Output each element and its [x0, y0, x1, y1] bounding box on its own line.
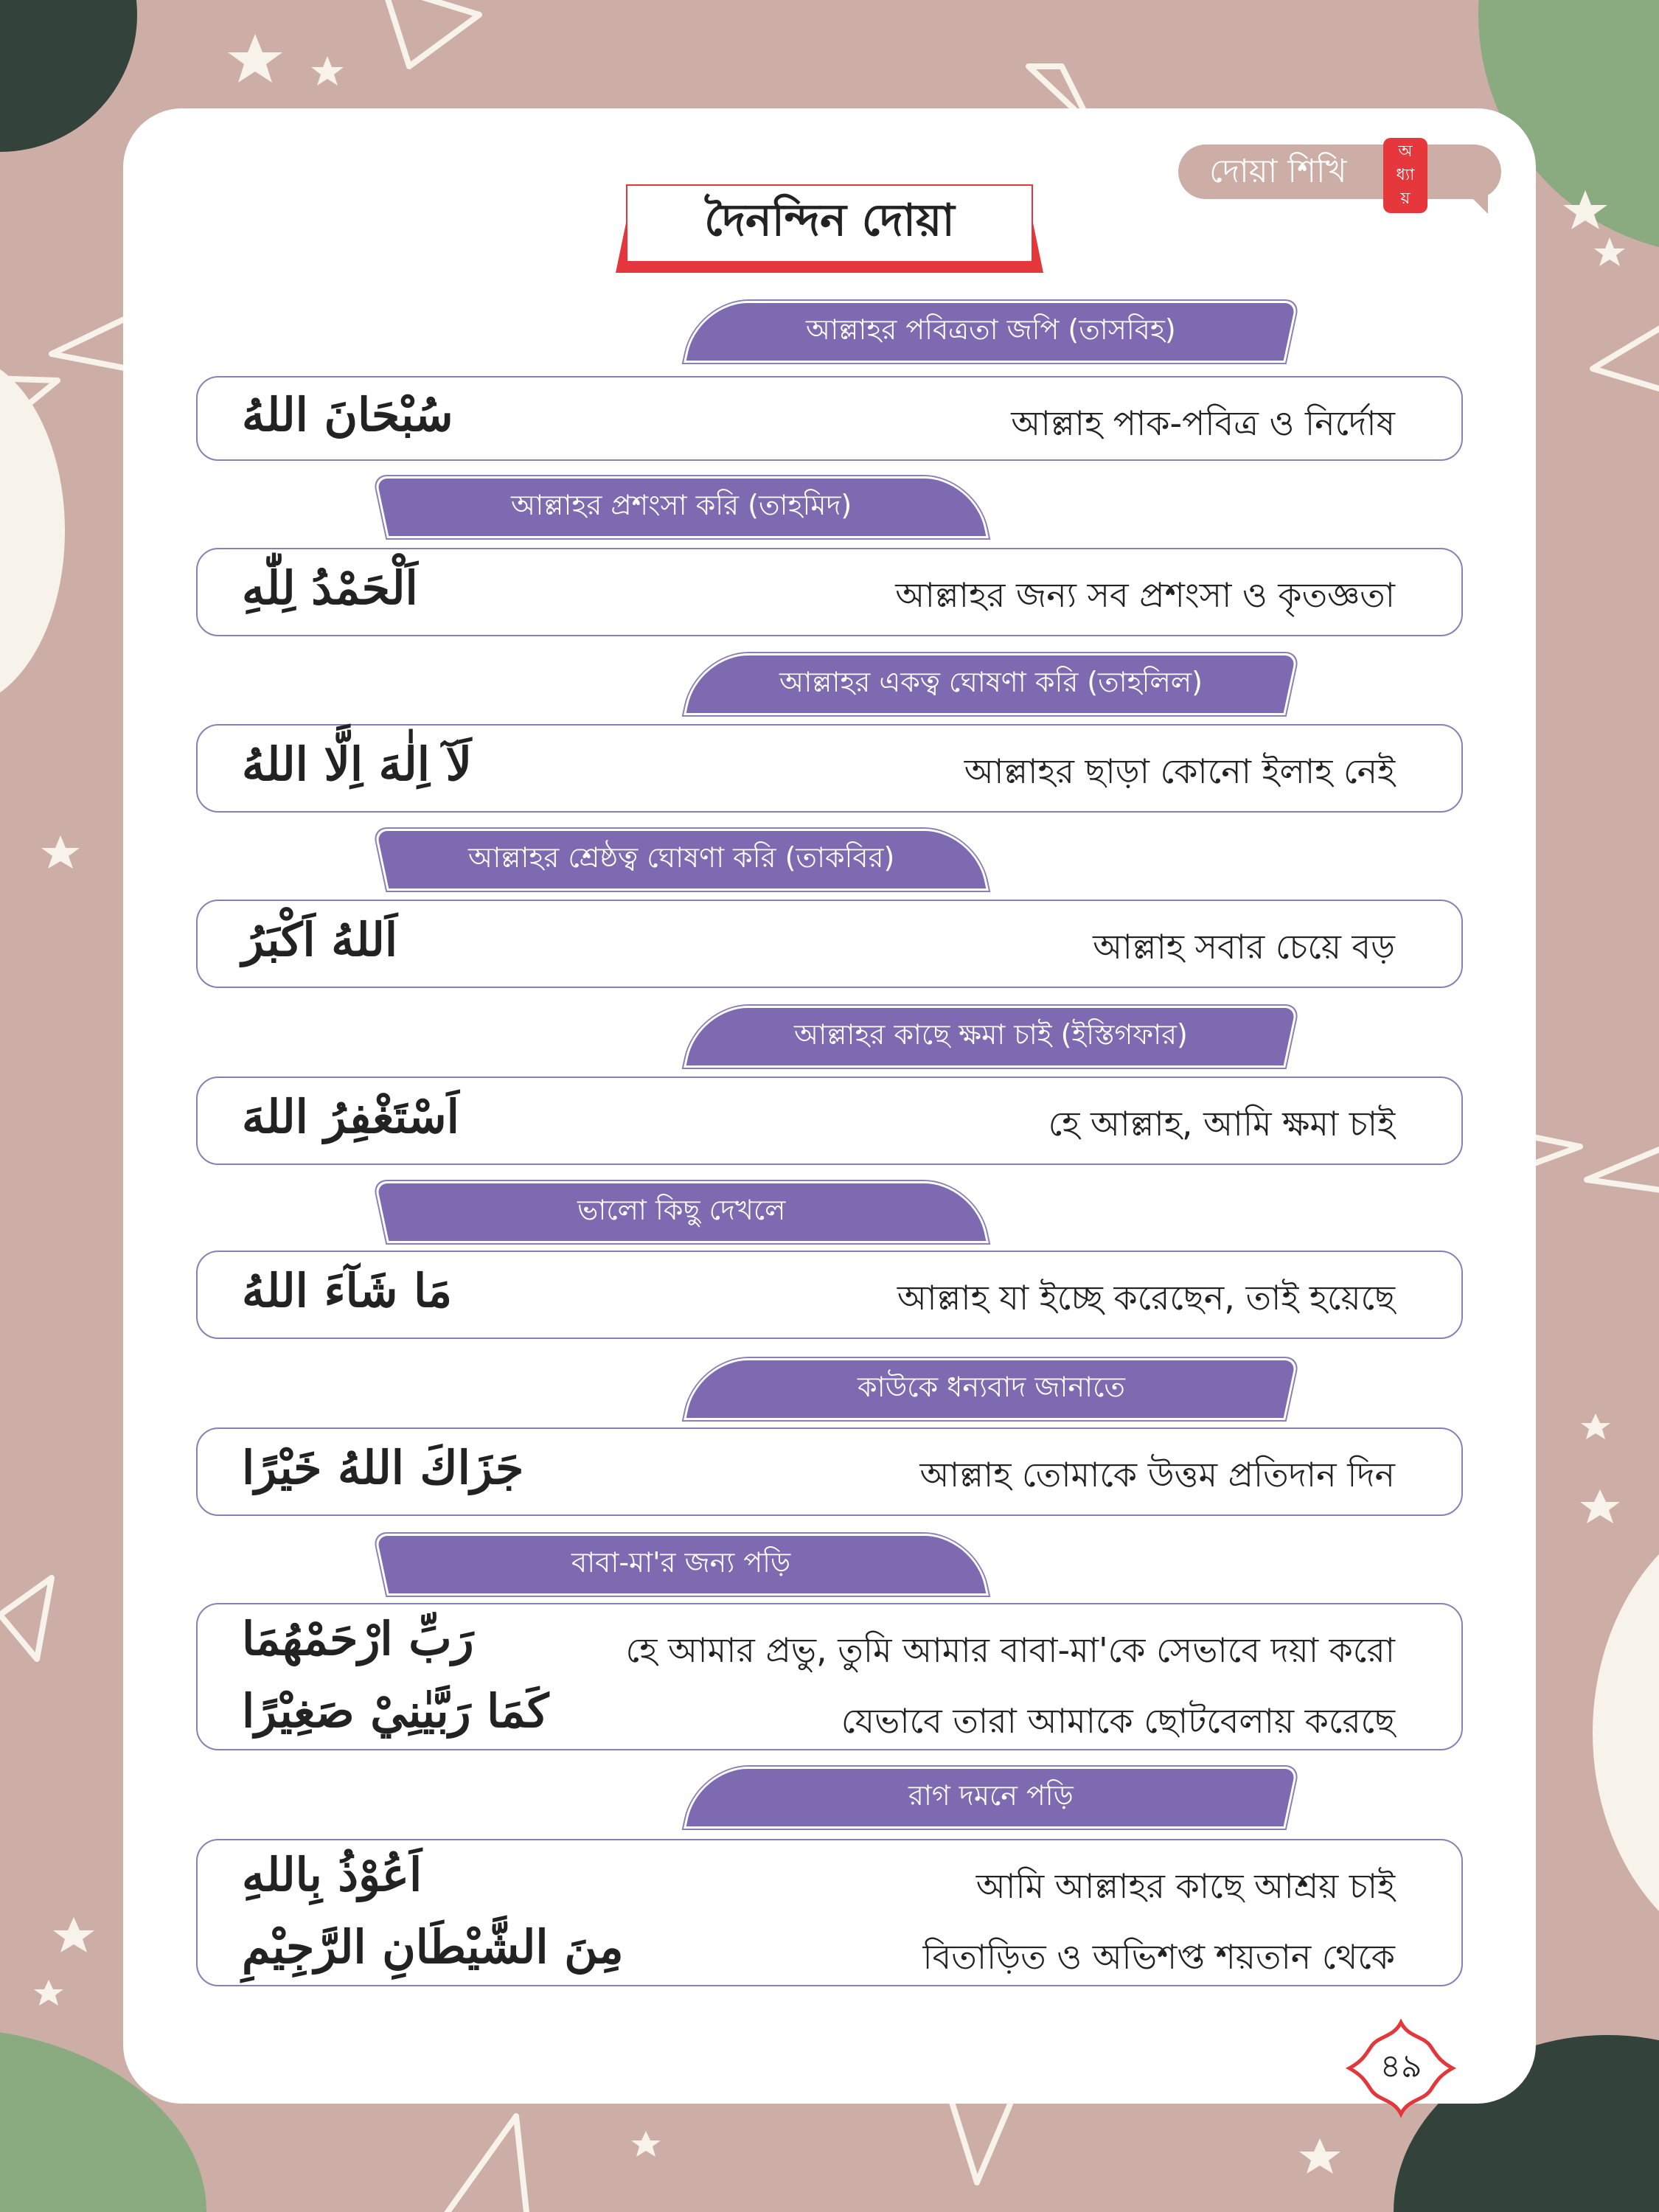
meaning-text: আল্লাহর ছাড়া কোনো ইলাহ নেই	[964, 751, 1395, 791]
arabic-text: اَسْتَغْفِرُ اللهَ	[242, 1090, 459, 1144]
arabic-text: مَا شَآءَ اللهُ	[242, 1264, 453, 1318]
section-heading-text: ভালো কিছু দেখলে	[577, 1194, 786, 1226]
section-heading	[684, 301, 1298, 363]
star-icon	[228, 34, 282, 83]
dua-section	[196, 998, 1463, 1164]
section-heading	[374, 476, 989, 538]
section-heading	[684, 653, 1298, 715]
dua-section	[196, 469, 1463, 635]
star-icon	[53, 1917, 94, 1952]
chapter-label: দোয়া শিখি	[1209, 153, 1347, 190]
section-heading-text: আল্লাহর শ্রেষ্ঠত্ব ঘোষণা করি (তাকবির)	[467, 841, 895, 874]
dua-section	[196, 1174, 1463, 1340]
star-icon	[311, 56, 344, 86]
section-heading-text: রাগ দমনে পড়ি	[908, 1779, 1074, 1812]
meaning-text: যেভাবে তারা আমাকে ছোটবেলায় করেছে	[841, 1701, 1395, 1741]
section-heading	[374, 1181, 989, 1243]
arabic-text: جَزَاكَ اللهُ خَيْرًا	[242, 1441, 524, 1495]
chapter-tag-tail	[1458, 184, 1488, 214]
meaning-text: আল্লাহ পাক-পবিত্র ও নির্দোষ	[1011, 403, 1395, 443]
star-icon	[41, 835, 80, 869]
page-number: ৪৯	[1380, 2047, 1422, 2085]
dua-card	[196, 548, 1463, 636]
meaning-text: বিতাড়িত ও অভিশপ্ত শয়তান থেকে	[922, 1937, 1395, 1977]
section-heading	[374, 829, 989, 891]
page-title: দৈনন্দিন দোয়া	[626, 184, 1033, 262]
section-heading-text: আল্লাহর একত্ব ঘোষণা করি (তাহলিল)	[779, 666, 1203, 698]
triangle-outline	[0, 1578, 52, 1659]
dua-section	[196, 1351, 1463, 1517]
page-title-banner	[616, 183, 1043, 271]
section-heading-text: কাউকে ধন্যবাদ জানাতে	[857, 1371, 1125, 1403]
dua-section	[196, 646, 1463, 812]
cream-circle-right	[1593, 1497, 1659, 1969]
dua-section	[196, 293, 1463, 459]
arabic-text: كَمَا رَبَّيٰنِيْ صَغِيْرًا	[242, 1684, 549, 1738]
dua-card	[196, 376, 1463, 461]
dark-circle-top-left	[0, 0, 137, 152]
section-heading-text: আল্লাহর পবিত্রতা জপি (তাসবিহ)	[806, 313, 1176, 346]
arabic-text: مِنَ الشَّيْطَانِ الرَّجِيْمِ	[242, 1920, 624, 1974]
dua-section	[196, 821, 1463, 987]
section-heading	[684, 1358, 1298, 1420]
section-heading	[684, 1767, 1298, 1829]
star-icon	[1581, 1413, 1610, 1439]
dua-card	[196, 1251, 1463, 1339]
meaning-text: হে আমার প্রভু, তুমি আমার বাবা-মা'কে সেভাবে দয়া করো	[625, 1630, 1395, 1670]
arabic-text: اَعُوْذُ بِاللهِ	[242, 1848, 422, 1902]
dua-section	[196, 1759, 1463, 1988]
star-icon	[34, 1980, 63, 2006]
meaning-text: আল্লাহ তোমাকে উত্তম প্রতিদান দিন	[919, 1455, 1395, 1495]
dua-card	[196, 1077, 1463, 1165]
arabic-text: سُبْحَانَ اللهُ	[242, 388, 453, 442]
dua-section	[196, 1526, 1463, 1751]
arabic-text: اَللهُ اَكْبَرُ	[242, 913, 398, 967]
chapter-badge-char: য়	[1400, 189, 1411, 208]
arabic-text: رَبِّ ارْحَمْهُمَا	[242, 1612, 474, 1666]
triangle-outline	[1593, 324, 1659, 391]
dua-card	[196, 1839, 1463, 1986]
dua-card	[196, 724, 1463, 813]
meaning-text: আমি আল্লাহর কাছে আশ্রয় চাই	[975, 1866, 1395, 1906]
triangle-outline	[442, 2116, 527, 2212]
star-icon	[1580, 1489, 1620, 1523]
chapter-badge	[1383, 138, 1427, 213]
meaning-text: আল্লাহর জন্য সব প্রশংসা ও কৃতজ্ঞতা	[895, 575, 1395, 615]
meaning-text: হে আল্লাহ, আমি ক্ষমা চাই	[1048, 1104, 1395, 1144]
dua-card	[196, 1603, 1463, 1750]
section-heading-text: আল্লাহর প্রশংসা করি (তাহমিদ)	[510, 489, 852, 521]
star-icon	[1299, 2138, 1340, 2174]
section-heading	[684, 1006, 1298, 1068]
star-icon	[631, 2131, 661, 2157]
section-heading	[374, 1534, 989, 1596]
cream-circle-left	[0, 354, 65, 708]
meaning-text: আল্লাহ যা ইচ্ছে করেছেন, তাই হয়েছে	[897, 1278, 1395, 1318]
meaning-text: আল্লাহ সবার চেয়ে বড়	[1093, 927, 1395, 967]
section-heading-text: বাবা-মা'র জন্য পড়ি	[571, 1546, 791, 1579]
arabic-text: اَلْحَمْدُ لِلّٰهِ	[242, 561, 418, 615]
chapter-badge-char: অ	[1398, 142, 1413, 161]
chapter-badge-char: ধ্যা	[1396, 166, 1415, 184]
page-number-badge	[1342, 2017, 1460, 2120]
arabic-text: لَآ اِلٰهَ اِلَّا اللهُ	[242, 737, 472, 791]
section-heading-text: আল্লাহর কাছে ক্ষমা চাই (ইস্তিগফার)	[794, 1018, 1188, 1051]
star-icon	[1594, 237, 1625, 266]
triangle-outline	[383, 0, 479, 66]
dua-card	[196, 1427, 1463, 1516]
dua-card	[196, 900, 1463, 988]
triangle-outline	[1587, 1147, 1659, 1191]
